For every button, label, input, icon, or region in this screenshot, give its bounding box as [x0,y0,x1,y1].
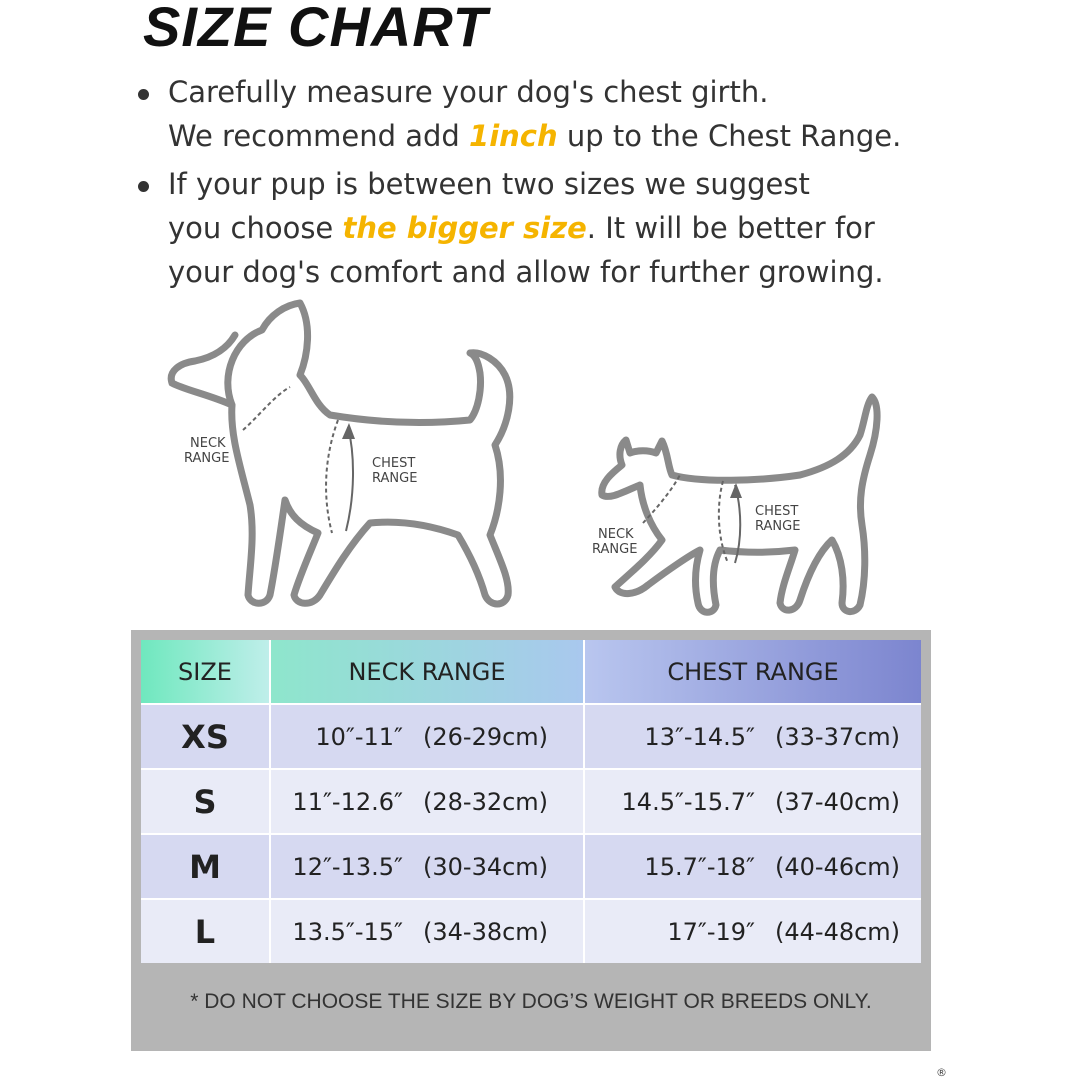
instruction-line: your dog's comfort and allow for further growing. [168,255,884,289]
chest-inches: 13″-14.5″ [644,722,755,751]
dog-neck-label: RANGE [184,451,230,466]
text-fragment: We recommend add [168,119,470,153]
chest-l [585,900,921,963]
instruction-line [168,114,998,158]
chest-xs [585,705,921,768]
size-xs: XS [141,705,269,768]
instruction-measure [138,70,998,158]
dog-neck-label: NECK [190,436,226,451]
size-s: S [141,770,269,833]
chest-m [585,835,921,898]
chest-cm: (37-40cm) [775,787,901,816]
dog-chest-label: CHEST [372,456,416,471]
neck-l [271,900,583,963]
cat-chest-label: CHEST [755,504,799,519]
chest-cm: (44-48cm) [775,917,901,946]
neck-inches: 13.5″-15″ [292,917,403,946]
neck-xs [271,705,583,768]
instruction-line [168,206,998,250]
neck-cm: (28-32cm) [423,787,549,816]
header-size: SIZE [141,640,269,703]
bullet-dot [138,181,149,192]
arrow-head-icon [730,483,742,498]
header-chest-range: CHEST RANGE [585,640,921,703]
header-neck-range: NECK RANGE [271,640,583,703]
chest-inches: 15.7″-18″ [644,852,755,881]
registered-mark: ® [936,1066,947,1079]
page-title: SIZE CHART [143,0,488,58]
instruction-line: Carefully measure your dog's chest girth. [168,75,769,109]
text-fragment: you choose [168,211,343,245]
neck-cm: (30-34cm) [423,852,549,881]
neck-inches: 11″-12.6″ [292,787,403,816]
neck-cm: (26-29cm) [423,722,549,751]
neck-s [271,770,583,833]
chest-cm: (40-46cm) [775,852,901,881]
highlight-text: 1inch [469,119,558,153]
instructions [138,70,998,298]
size-table-grid [141,640,921,963]
dog-chest-arrow-icon [346,427,353,531]
bullet-dot [138,89,149,100]
chest-s [585,770,921,833]
dog-chest-measure-icon [326,420,338,533]
cat-neck-measure-icon [643,475,680,523]
text-fragment: . It will be better for [586,211,875,245]
dog-chest-label: RANGE [372,471,418,486]
illustration-svg [0,295,1080,640]
size-note: * DO NOT CHOOSE THE SIZE BY DOG’S WEIGHT OR BREEDS ONLY. [190,990,872,1013]
text-fragment: up to the Chest Range. [557,119,902,153]
chest-inches: 17″-19″ [667,917,755,946]
highlight-text: the bigger size [342,211,587,245]
instruction-line: If your pup is between two sizes we suggest [168,167,810,201]
cat-neck-label: NECK [598,527,634,542]
size-table [131,630,931,1051]
dog-neck-measure-icon [243,387,290,430]
cat-chest-label: RANGE [755,519,801,534]
instruction-between-sizes [138,162,998,294]
chest-cm: (33-37cm) [775,722,901,751]
arrow-head-icon [342,423,355,439]
measurement-illustration [0,295,1080,640]
dog-outline-icon [228,303,510,604]
cat-neck-label: RANGE [592,542,638,557]
size-l: L [141,900,269,963]
chest-inches: 14.5″-15.7″ [621,787,755,816]
neck-cm: (34-38cm) [423,917,549,946]
neck-inches: 12″-13.5″ [292,852,403,881]
neck-inches: 10″-11″ [315,722,403,751]
size-m: M [141,835,269,898]
neck-m [271,835,583,898]
